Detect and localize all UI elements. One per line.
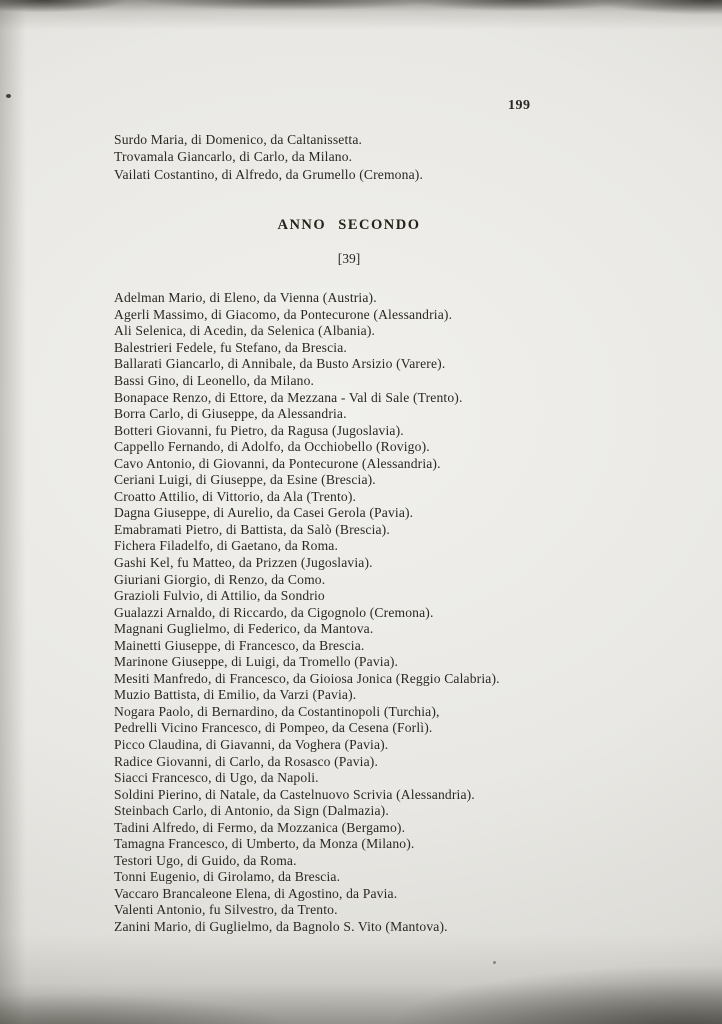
name-entry: Muzio Battista, di Emilio, da Varzi (Pavia). xyxy=(114,687,357,703)
name-entry: Ali Selenica, di Acedin, da Selenica (Albania). xyxy=(114,323,376,339)
name-entry: Ballarati Giancarlo, di Annibale, da Busto Arsizio (Varere). xyxy=(114,356,446,372)
name-entry: Adelman Mario, di Eleno, da Vienna (Austria). xyxy=(114,290,377,306)
section-heading: ANNO SECONDO xyxy=(277,217,421,234)
scan-speck xyxy=(6,94,11,98)
scan-artifact-bottom-edge xyxy=(0,934,722,1024)
carryover-name-list xyxy=(114,131,584,183)
name-entry: Magnani Guglielmo, di Federico, da Mantova. xyxy=(114,621,374,637)
name-entry: Tamagna Francesco, di Umberto, da Monza (Milano). xyxy=(114,836,415,852)
name-entry: Croatto Attilio, di Vittorio, da Ala (Trento). xyxy=(114,488,357,504)
scan-artifact-left-edge xyxy=(0,0,26,1024)
name-entry: Picco Claudina, di Giavanni, da Voghera (Pavia). xyxy=(114,736,389,752)
name-entry: Grazioli Fulvio, di Attilio, da Sondrio xyxy=(114,588,325,604)
name-entry: Bassi Gino, di Leonello, da Milano. xyxy=(114,372,315,388)
name-entry: Vailati Costantino, di Alfredo, da Grumello (Cremona). xyxy=(114,166,423,182)
name-entry: Dagna Giuseppe, di Aurelio, da Casei Gerola (Pavia). xyxy=(114,505,414,521)
name-entry: Fichera Filadelfo, di Gaetano, da Roma. xyxy=(114,538,339,554)
name-entry: Cavo Antonio, di Giovanni, da Pontecurone (Alessandria). xyxy=(114,455,441,471)
name-entry: Borra Carlo, di Giuseppe, da Alessandria. xyxy=(114,406,347,422)
name-entry: Gualazzi Arnaldo, di Riccardo, da Cigognolo (Cremona). xyxy=(114,604,434,620)
page-content xyxy=(114,131,584,936)
name-entry: Agerli Massimo, di Giacomo, da Pontecurone (Alessandria). xyxy=(114,306,453,322)
name-entry: Surdo Maria, di Domenico, da Caltanissetta. xyxy=(114,132,363,147)
name-entry: Tadini Alfredo, di Fermo, da Mozzanica (Bergamo). xyxy=(114,819,406,835)
name-entry: Vaccaro Brancaleone Elena, di Agostino, da Pavia. xyxy=(114,885,398,901)
name-entry: Balestrieri Fedele, fu Stefano, da Brescia. xyxy=(114,339,347,355)
name-entry: Valenti Antonio, fu Silvestro, da Trento. xyxy=(114,902,338,918)
name-entry: Bonapace Renzo, di Ettore, da Mezzana - Val di Sale (Trento). xyxy=(114,389,463,405)
name-entry: Radice Giovanni, di Carlo, da Rosasco (Pavia). xyxy=(114,753,378,769)
section-count: [39] xyxy=(337,251,361,267)
name-entry: Ceriani Luigi, di Giuseppe, da Esine (Brescia). xyxy=(114,472,376,488)
name-entry: Pedrelli Vicino Francesco, di Pompeo, da Cesena (Forlì). xyxy=(114,720,433,736)
name-entry: Gashi Kel, fu Matteo, da Prizzen (Jugoslavia). xyxy=(114,554,373,570)
name-entry: Nogara Paolo, di Bernardino, da Costantinopoli (Turchia), xyxy=(114,703,440,719)
name-entry: Tonni Eugenio, di Girolamo, da Brescia. xyxy=(114,869,341,885)
name-entry: Mainetti Giuseppe, di Francesco, da Brescia. xyxy=(114,637,365,653)
name-entry: Steinbach Carlo, di Antonio, da Sign (Dalmazia). xyxy=(114,803,389,819)
name-entry: Botteri Giovanni, fu Pietro, da Ragusa (Jugoslavia). xyxy=(114,422,404,438)
name-entry: Soldini Pierino, di Natale, da Castelnuovo Scrivia (Alessandria). xyxy=(114,786,475,802)
name-entry: Marinone Giuseppe, di Luigi, da Tromello (Pavia). xyxy=(114,654,399,670)
name-entry: Zanini Mario, di Guglielmo, da Bagnolo S. Vito (Mantova). xyxy=(114,919,448,934)
name-entry: Cappello Fernando, di Adolfo, da Occhiobello (Rovigo). xyxy=(114,439,430,455)
student-name-list xyxy=(114,290,584,935)
name-entry: Emabramati Pietro, di Battista, da Salò (Brescia). xyxy=(114,521,390,537)
name-entry: Mesiti Manfredo, di Francesco, da Gioiosa Jonica (Reggio Calabria). xyxy=(114,670,500,686)
name-entry: Testori Ugo, di Guido, da Roma. xyxy=(114,852,297,868)
name-entry: Siacci Francesco, di Ugo, da Napoli. xyxy=(114,770,319,786)
name-entry: Giuriani Giorgio, di Renzo, da Como. xyxy=(114,571,326,587)
name-entry: Trovamala Giancarlo, di Carlo, da Milano. xyxy=(114,149,353,165)
scan-artifact-top-edge xyxy=(0,0,722,30)
page-number: 199 xyxy=(508,98,531,113)
